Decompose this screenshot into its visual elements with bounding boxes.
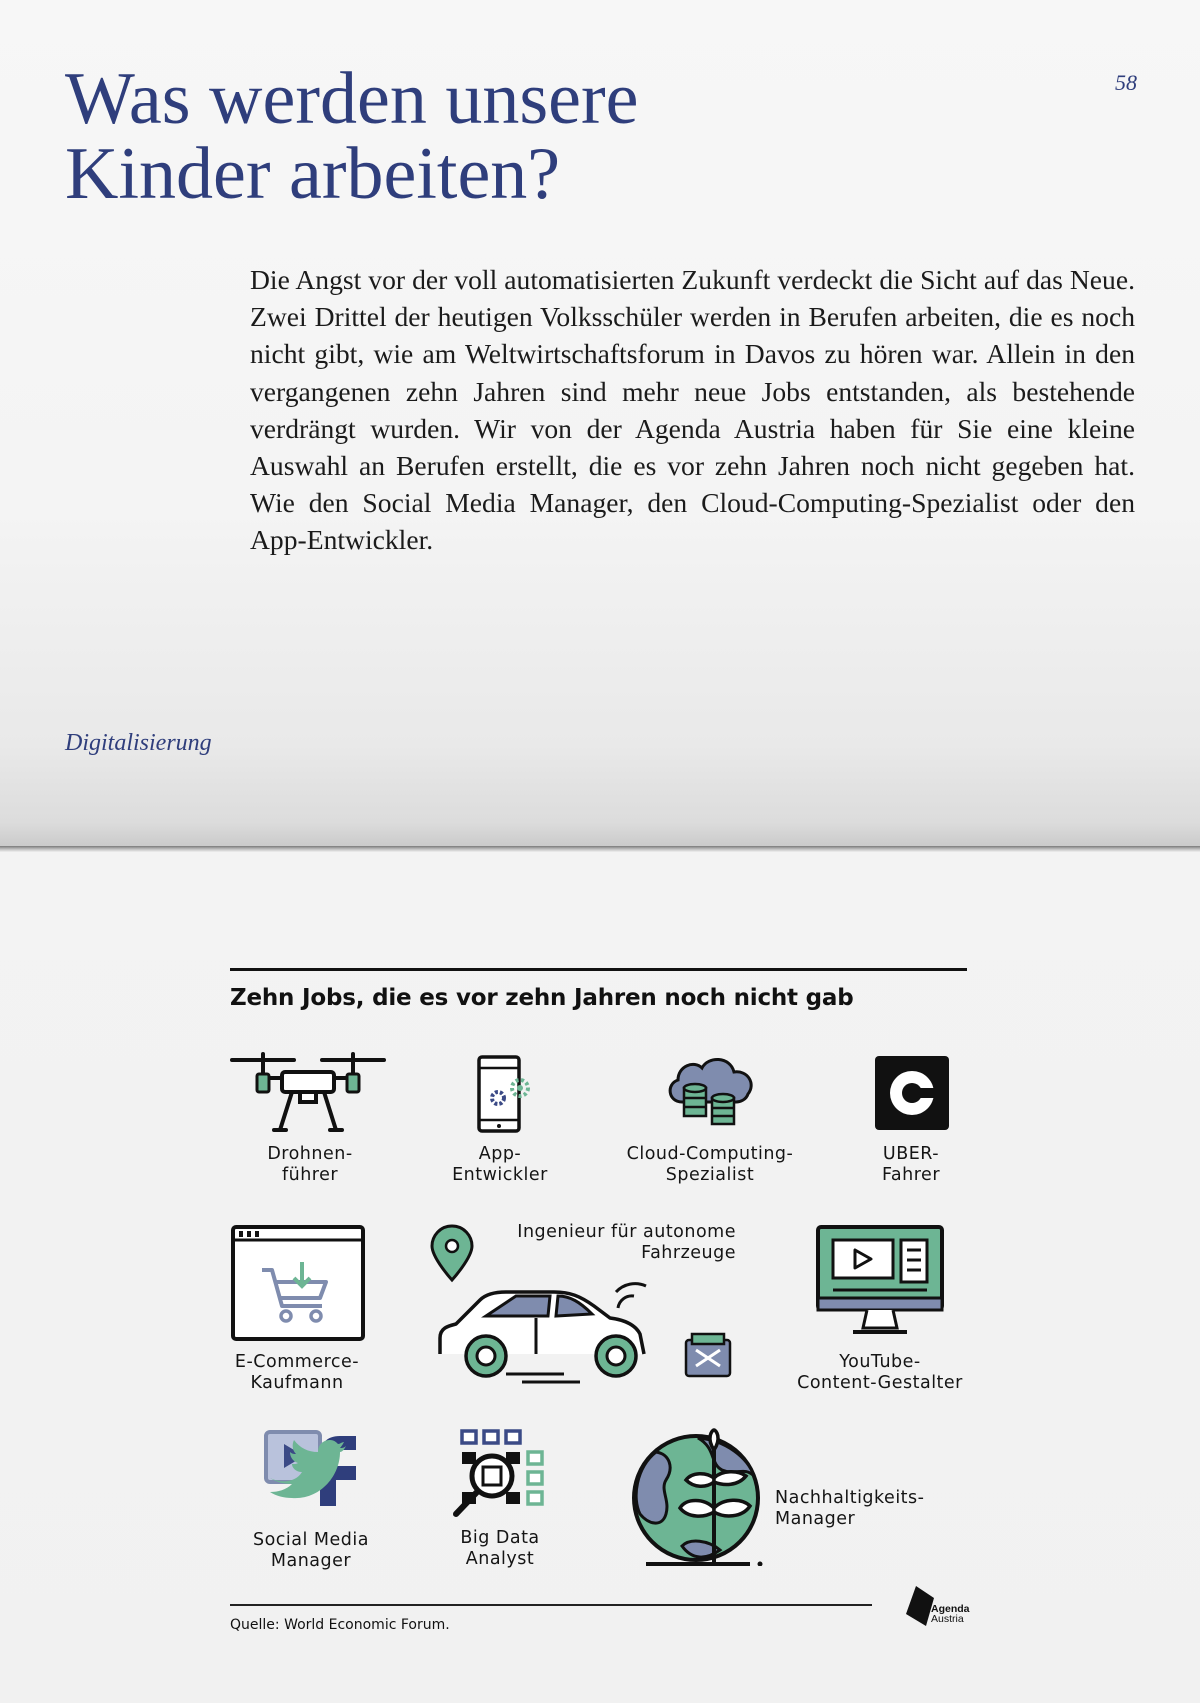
infographic-title: Zehn Jobs, die es vor zehn Jahren noch nicht gab — [230, 985, 854, 1011]
intro-paragraph: Die Angst vor der voll automatisierten Zukunft verdeckt die Sicht auf das Neue. Zwei Drittel der heutigen Volksschüler werden in Berufen arbeiten, die es noch nicht gibt, wie am Weltwirtschaftsforum in Davos zu hören war. Allein in den vergangenen zehn Jahren sind mehr neue Jobs entstanden, als bestehende verdrängt wurden. Wir von der Agenda Austria haben für Sie eine kleine Auswahl an Berufen erstellt, die es vor zehn Jahren noch nicht gegeben hat. Wie den Social Media Manager, den Cloud-Computing-Spezialist oder den App-Entwickler. — [250, 264, 1135, 556]
job-autonom: Ingenieur für autonome Fahrzeuge — [517, 1222, 736, 1263]
job-drohnen: Drohnen- führer — [267, 1144, 353, 1185]
autonomous-car-icon — [430, 1222, 740, 1394]
job-nachhaltig: Nachhaltigkeits- Manager — [775, 1488, 925, 1529]
source-note: Quelle: World Economic Forum. — [230, 1617, 450, 1633]
title-line-2: Kinder arbeiten? — [65, 133, 561, 215]
shopping-cart-window-icon — [230, 1224, 366, 1342]
uber-logo-icon — [873, 1054, 951, 1132]
page-title — [65, 58, 639, 215]
title-line-1: Was werden unsere — [65, 58, 639, 140]
infographic-top-rule — [230, 968, 967, 971]
drone-icon — [230, 1052, 386, 1134]
cloud-database-icon — [664, 1054, 756, 1132]
logo-text — [931, 1604, 970, 1624]
job-ecommerce: E-Commerce- Kaufmann — [234, 1352, 360, 1393]
earth-plant-icon — [626, 1428, 766, 1566]
monitor-video-icon — [815, 1224, 945, 1340]
job-app: App- Entwickler — [452, 1144, 548, 1185]
job-bigdata: Big Data Analyst — [460, 1528, 540, 1569]
big-data-icon — [450, 1428, 546, 1520]
social-media-icon — [262, 1428, 358, 1514]
job-uber: UBER- Fahrer — [881, 1144, 941, 1185]
job-youtube: YouTube- Content-Gestalter — [797, 1352, 963, 1393]
job-social: Social Media Manager — [252, 1530, 369, 1571]
logo-line-1: Agenda — [931, 1603, 970, 1615]
phone-gears-icon — [476, 1054, 540, 1136]
logo-line-2: Austria — [931, 1613, 964, 1625]
page-number: 58 — [1115, 70, 1137, 95]
infographic-bottom-rule — [230, 1604, 872, 1606]
section-label: Digitalisierung — [65, 730, 212, 756]
job-cloud: Cloud-Computing- Spezialist — [626, 1144, 794, 1185]
